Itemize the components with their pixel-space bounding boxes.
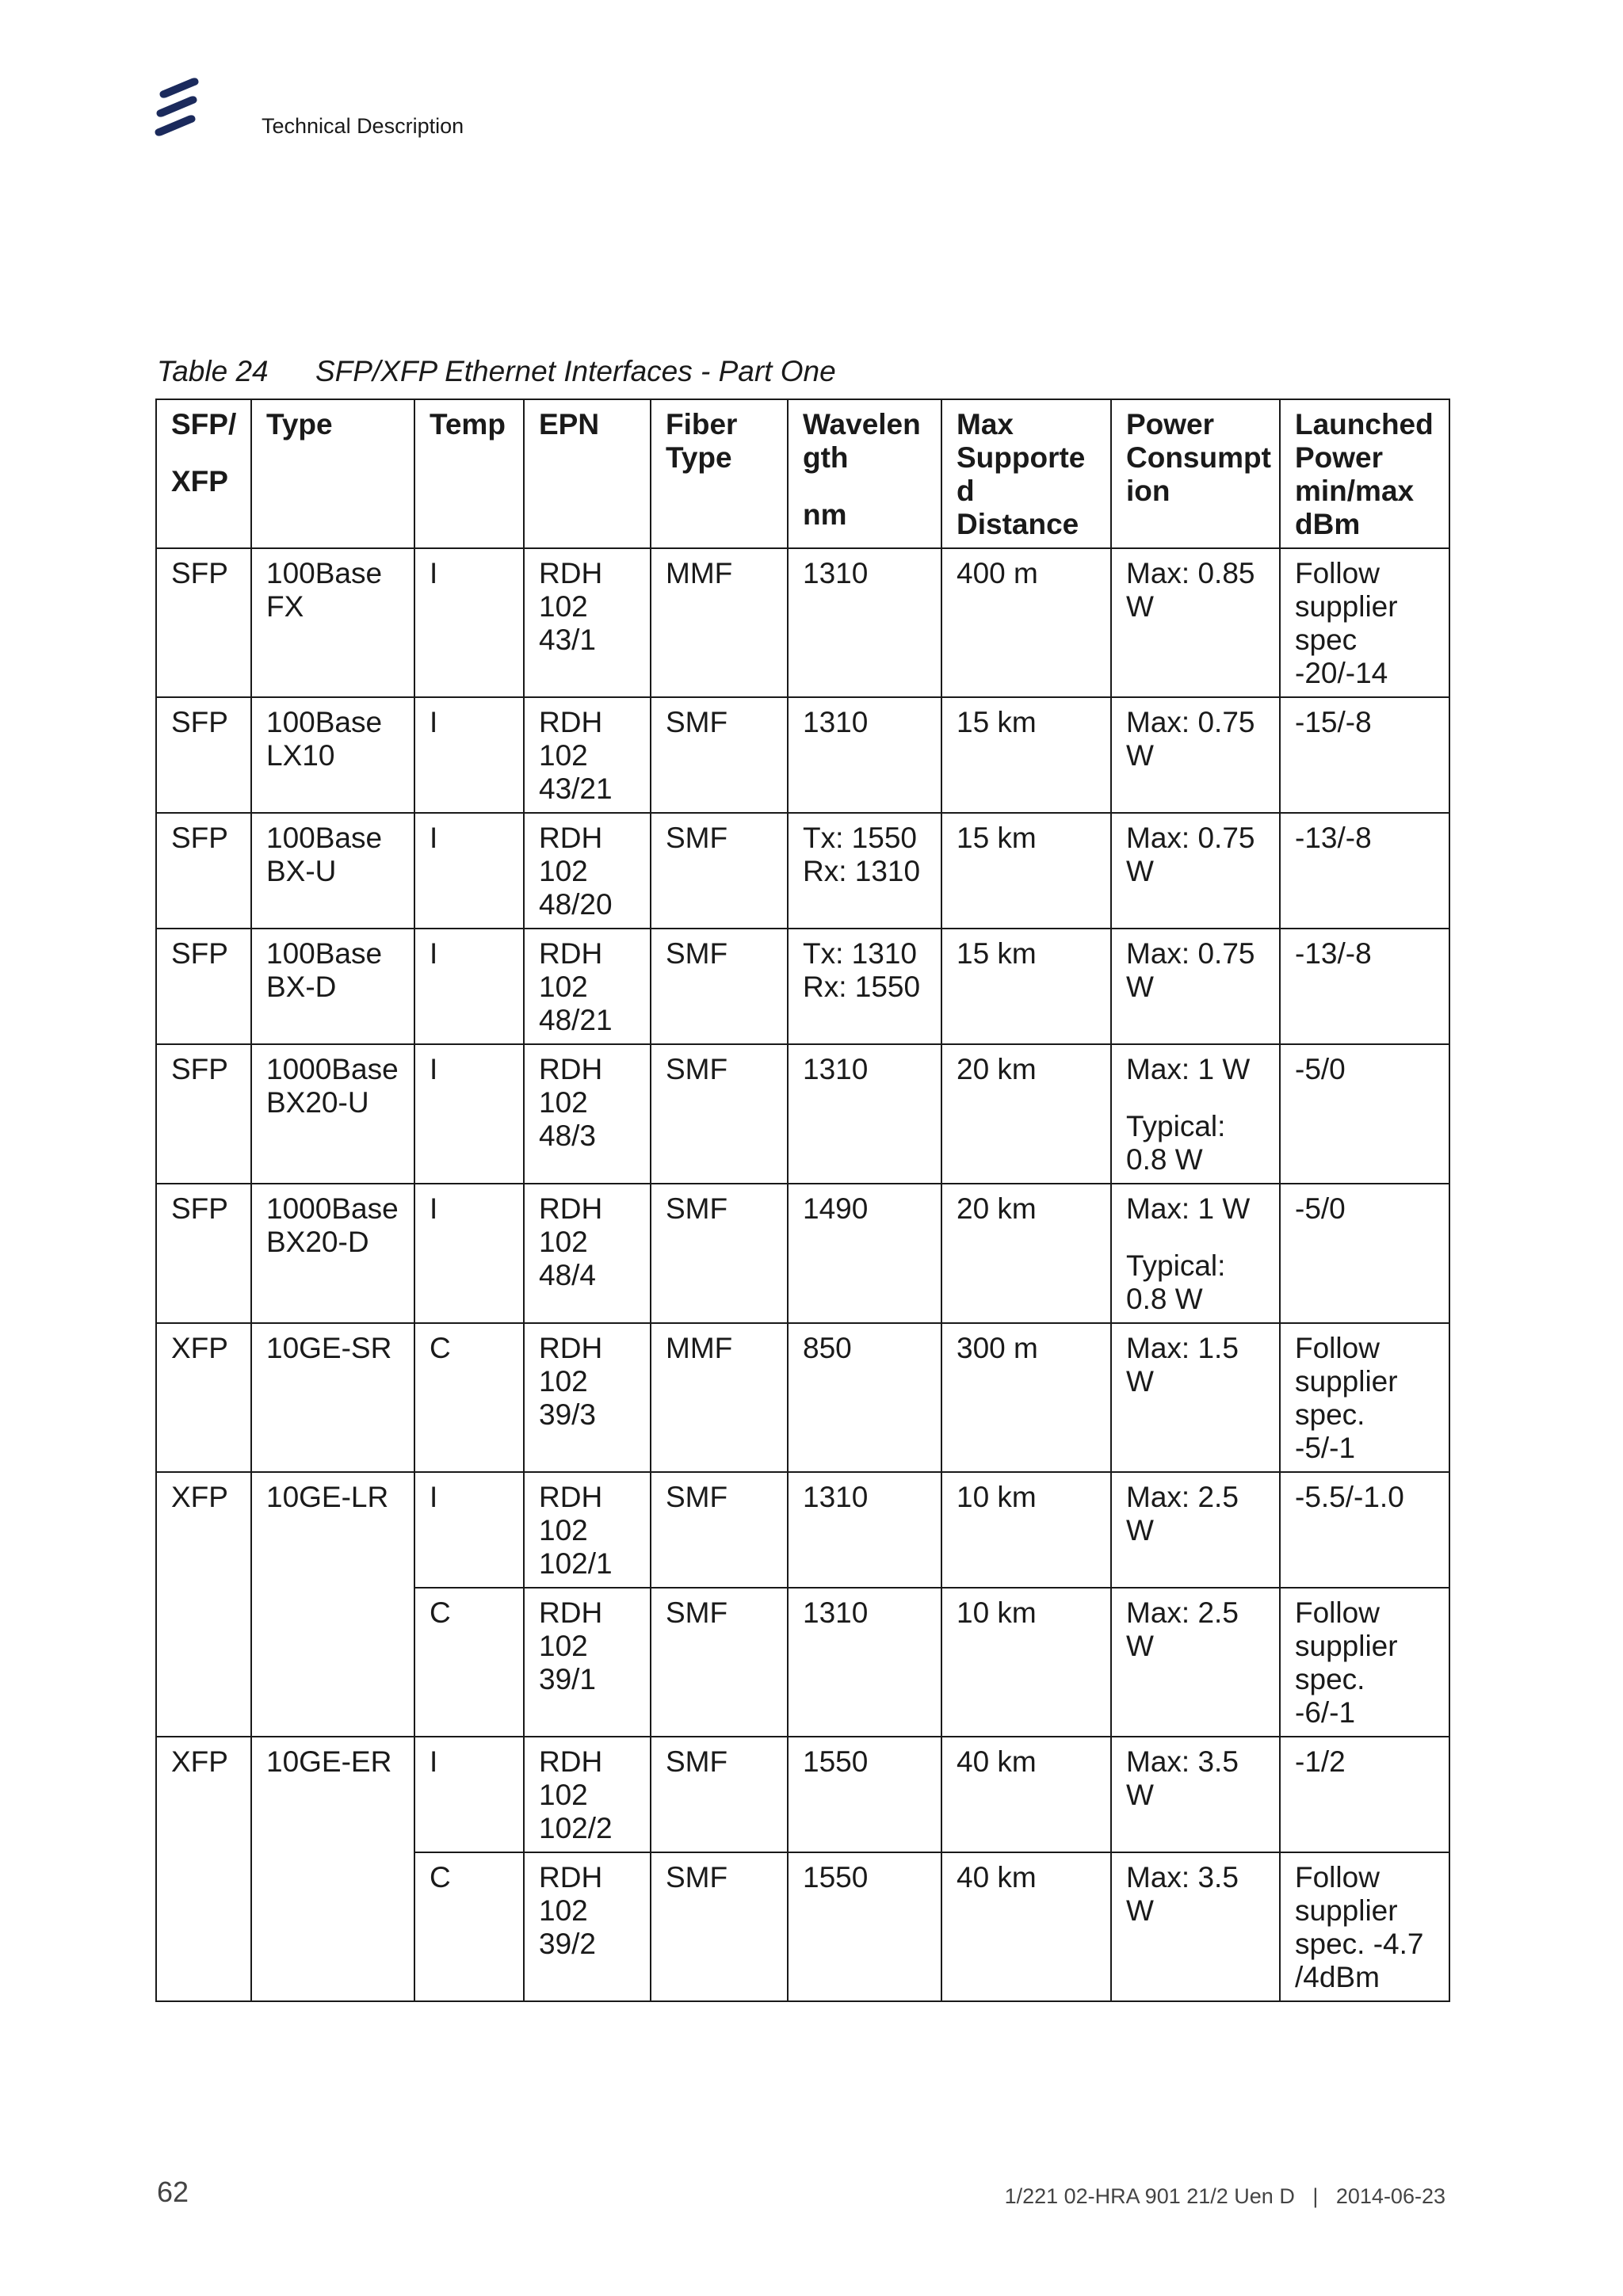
cell-line: nm — [803, 498, 847, 531]
table-cell — [941, 697, 1111, 813]
table-cell — [788, 1737, 941, 1852]
table-cell — [1111, 1737, 1280, 1852]
cell-line: Max: 1 W — [1126, 1192, 1251, 1225]
cell-line: Typical: 0.8 W — [1126, 1110, 1226, 1176]
table-header — [156, 399, 1449, 548]
table-cell — [651, 1323, 788, 1472]
cell-line: 10GE-LR — [266, 1481, 389, 1513]
cell-line: Rx: 1550 — [803, 971, 921, 1003]
table-cell — [156, 548, 251, 697]
table-cell — [1111, 813, 1280, 929]
cell-line: C — [430, 1861, 451, 1894]
cell-line: Max: 0.75 W — [1126, 706, 1255, 772]
cell-line: 15 km — [957, 822, 1037, 854]
cell-line: 48/21 — [539, 1004, 613, 1036]
cell-line: Follow supplier spec -20/-14 — [1295, 557, 1398, 689]
table-cell — [941, 929, 1111, 1044]
table-cell — [524, 1044, 651, 1184]
table-row — [156, 929, 1449, 1044]
cell-line: 100Base LX10 — [266, 706, 383, 772]
cell-line: Follow supplier spec. — [1295, 1596, 1398, 1695]
cell-line: 1000BaseBX20-U — [266, 1053, 399, 1119]
cell-line: 102/1 — [539, 1547, 613, 1580]
cell-line: Tx: 1310 — [803, 937, 917, 970]
table-cell — [1111, 697, 1280, 813]
table-cell — [788, 548, 941, 697]
cell-line: SMF — [666, 1481, 728, 1513]
table-cell — [524, 697, 651, 813]
cell-line: -1/2 — [1295, 1745, 1346, 1778]
cell-line: 1310 — [803, 1053, 869, 1085]
cell-line: RDH — [539, 557, 603, 589]
cell-line: Wavelength — [803, 408, 921, 474]
table-cell — [414, 813, 524, 929]
table-caption — [157, 355, 836, 388]
table-cell — [414, 1852, 524, 2001]
column-header — [251, 399, 414, 548]
cell-line: 10GE-SR — [266, 1332, 392, 1364]
cell-line: I — [430, 1192, 438, 1225]
cell-line: Max: 2.5 W — [1126, 1596, 1239, 1662]
table-cell — [788, 1472, 941, 1588]
cell-line: 40 km — [957, 1861, 1037, 1894]
cell-line: 48/20 — [539, 888, 613, 921]
cell-line: 102/2 — [539, 1812, 613, 1844]
table-header-row — [156, 399, 1449, 548]
cell-line: I — [430, 822, 438, 854]
table-cell — [156, 1472, 251, 1737]
cell-line: -5/0 — [1295, 1192, 1346, 1225]
cell-line: RDH — [539, 822, 603, 854]
cell-line: XFP — [171, 465, 228, 498]
table-cell — [414, 1472, 524, 1588]
cell-gap — [803, 475, 933, 498]
table-cell — [651, 1852, 788, 2001]
cell-line: RDH — [539, 1861, 603, 1894]
table-cell — [788, 697, 941, 813]
cell-line: SMF — [666, 937, 728, 970]
table-cell — [524, 1588, 651, 1737]
cell-line: -13/-8 — [1295, 937, 1372, 970]
table-row — [156, 548, 1449, 697]
cell-line: 100Base FX — [266, 557, 383, 623]
cell-line: 20 km — [957, 1053, 1037, 1085]
cell-gap — [171, 441, 242, 465]
cell-line: 102 — [539, 1086, 588, 1119]
cell-line: 39/1 — [539, 1663, 597, 1695]
table-cell — [251, 1184, 414, 1323]
table-cell — [414, 1737, 524, 1852]
cell-line: RDH — [539, 1053, 603, 1085]
table-cell — [651, 697, 788, 813]
table-cell — [1111, 1852, 1280, 2001]
cell-gap — [1126, 1086, 1271, 1110]
cell-line: 10GE-ER — [266, 1745, 392, 1778]
cell-line: SMF — [666, 1861, 728, 1894]
cell-line: -5/0 — [1295, 1053, 1346, 1085]
table-cell — [788, 929, 941, 1044]
table-cell — [788, 1044, 941, 1184]
cell-line: XFP — [171, 1481, 228, 1513]
footer-reference — [1005, 2184, 1445, 2209]
cell-line: SFP — [171, 706, 228, 738]
cell-line: 102 — [539, 1365, 588, 1398]
column-header — [414, 399, 524, 548]
cell-line: Power Consumption — [1126, 408, 1271, 507]
table-cell — [1280, 1323, 1449, 1472]
cell-line: I — [430, 1481, 438, 1513]
table-cell — [156, 1737, 251, 2001]
cell-line: 10 km — [957, 1481, 1037, 1513]
cell-line: 39/2 — [539, 1928, 597, 1960]
table-cell — [524, 1184, 651, 1323]
cell-line: Rx: 1310 — [803, 855, 921, 887]
cell-line: 102 — [539, 1894, 588, 1927]
table-cell — [788, 813, 941, 929]
cell-line: EPN — [539, 408, 600, 441]
table-cell — [1111, 1044, 1280, 1184]
table-cell — [1111, 1184, 1280, 1323]
table-cell — [156, 697, 251, 813]
table-cell — [941, 1323, 1111, 1472]
cell-line: RDH — [539, 1192, 603, 1225]
table-row — [156, 1472, 1449, 1588]
cell-line: C — [430, 1596, 451, 1629]
table-cell — [788, 1184, 941, 1323]
cell-line: MMF — [666, 557, 733, 589]
table-cell — [251, 1323, 414, 1472]
cell-line: 43/1 — [539, 624, 597, 656]
table-cell — [524, 1852, 651, 2001]
cell-line: Max: 0.85 W — [1126, 557, 1255, 623]
table-row — [156, 1737, 1449, 1852]
table-cell — [414, 1044, 524, 1184]
cell-line: 102 — [539, 590, 588, 623]
table-cell — [251, 1044, 414, 1184]
table-cell — [414, 1323, 524, 1472]
cell-line: Tx: 1550 — [803, 822, 917, 854]
cell-line: 100Base BX-D — [266, 937, 383, 1003]
table-cell — [156, 813, 251, 929]
column-header — [651, 399, 788, 548]
ericsson-logo-icon — [154, 74, 203, 138]
cell-line: 1310 — [803, 1481, 869, 1513]
cell-line: SFP — [171, 937, 228, 970]
cell-line: 1310 — [803, 706, 869, 738]
cell-line: I — [430, 937, 438, 970]
cell-line: Follow supplier spec. -4.7 /4dBm — [1295, 1861, 1424, 1993]
table-cell — [651, 1472, 788, 1588]
cell-line: SMF — [666, 822, 728, 854]
table-cell — [414, 548, 524, 697]
cell-line: I — [430, 557, 438, 589]
cell-gap — [1126, 1226, 1271, 1249]
table-cell — [941, 548, 1111, 697]
table-cell — [414, 1184, 524, 1323]
table-cell — [251, 697, 414, 813]
cell-line: 1550 — [803, 1745, 869, 1778]
cell-line: 43/21 — [539, 772, 613, 805]
table-cell — [941, 1184, 1111, 1323]
cell-line: 102 — [539, 1630, 588, 1662]
table-cell — [251, 1737, 414, 2001]
column-header — [1280, 399, 1449, 548]
cell-line: Max: 0.75 W — [1126, 937, 1255, 1003]
table-cell — [1280, 813, 1449, 929]
table-cell — [414, 1588, 524, 1737]
cell-line: RDH — [539, 1332, 603, 1364]
cell-line: 1000BaseBX20-D — [266, 1192, 399, 1258]
cell-line: 39/3 — [539, 1398, 597, 1431]
cell-line: 100Base BX-U — [266, 822, 383, 887]
table-row — [156, 1184, 1449, 1323]
table-cell — [156, 1323, 251, 1472]
column-header — [941, 399, 1111, 548]
cell-line: SMF — [666, 1596, 728, 1629]
table-cell — [1111, 548, 1280, 697]
cell-line: Typical: 0.8 W — [1126, 1249, 1226, 1315]
table-cell — [1111, 1472, 1280, 1588]
table-cell — [651, 1737, 788, 1852]
cell-line: I — [430, 1053, 438, 1085]
table-cell — [788, 1588, 941, 1737]
table-caption-title: SFP/XFP Ethernet Interfaces - Part One — [315, 355, 836, 387]
table-cell — [1280, 1472, 1449, 1588]
table-row — [156, 1044, 1449, 1184]
table-cell — [524, 813, 651, 929]
cell-line: 10 km — [957, 1596, 1037, 1629]
cell-line: SMF — [666, 1053, 728, 1085]
cell-line: Max: 3.5 W — [1126, 1745, 1239, 1811]
cell-line: Launched Power min/max dBm — [1295, 408, 1434, 540]
column-header — [156, 399, 251, 548]
cell-line: 1310 — [803, 557, 869, 589]
table-cell — [941, 1737, 1111, 1852]
table-cell — [651, 929, 788, 1044]
cell-line: 102 — [539, 1226, 588, 1258]
sfp-xfp-interfaces-table — [155, 399, 1450, 2002]
cell-line: MMF — [666, 1332, 733, 1364]
table-cell — [1280, 1588, 1449, 1737]
cell-line: SFP — [171, 557, 228, 589]
cell-line: 48/3 — [539, 1119, 597, 1152]
table-cell — [156, 1044, 251, 1184]
cell-line: C — [430, 1332, 451, 1364]
table-body — [156, 548, 1449, 2001]
table-cell — [251, 1472, 414, 1737]
table-cell — [1111, 1588, 1280, 1737]
cell-line: Max: 1.5 W — [1126, 1332, 1239, 1398]
table-cell — [788, 1852, 941, 2001]
cell-line: Temp — [430, 408, 506, 441]
table-cell — [414, 929, 524, 1044]
cell-line: 15 km — [957, 937, 1037, 970]
table-cell — [1280, 1737, 1449, 1852]
table-cell — [524, 929, 651, 1044]
cell-line: RDH — [539, 1481, 603, 1513]
cell-line: Fiber Type — [666, 408, 738, 474]
cell-line: -5/-1 — [1295, 1432, 1356, 1464]
table-cell — [1280, 1044, 1449, 1184]
cell-line: Max: 1 W — [1126, 1053, 1251, 1085]
cell-line: 1310 — [803, 1596, 869, 1629]
table-cell — [651, 813, 788, 929]
cell-line: Max Supported Distance — [957, 408, 1086, 540]
table-cell — [941, 1044, 1111, 1184]
cell-line: 300 m — [957, 1332, 1038, 1364]
table-cell — [941, 1852, 1111, 2001]
table-row — [156, 697, 1449, 813]
page-number: 62 — [157, 2176, 189, 2208]
cell-line: 102 — [539, 855, 588, 887]
table-cell — [414, 697, 524, 813]
cell-line: Follow supplier spec. — [1295, 1332, 1398, 1431]
table-cell — [941, 1588, 1111, 1737]
cell-line: Max: 0.75 W — [1126, 822, 1255, 887]
table-cell — [651, 1588, 788, 1737]
column-header — [1111, 399, 1280, 548]
table-cell — [524, 1323, 651, 1472]
table-cell — [941, 813, 1111, 929]
cell-line: SFP/ — [171, 408, 237, 441]
table-cell — [651, 1044, 788, 1184]
table-cell — [1111, 1323, 1280, 1472]
table-cell — [1280, 697, 1449, 813]
table-cell — [524, 548, 651, 697]
cell-line: SMF — [666, 1192, 728, 1225]
table-cell — [651, 548, 788, 697]
table-cell — [524, 1472, 651, 1588]
document-title: Technical Description — [262, 114, 464, 138]
cell-line: 102 — [539, 1514, 588, 1547]
table-cell — [156, 1184, 251, 1323]
cell-line: -13/-8 — [1295, 822, 1372, 854]
cell-line: -15/-8 — [1295, 706, 1372, 738]
cell-line: RDH — [539, 706, 603, 738]
cell-line: RDH — [539, 1745, 603, 1778]
cell-line: 40 km — [957, 1745, 1037, 1778]
table-cell — [524, 1737, 651, 1852]
cell-line: 1490 — [803, 1192, 869, 1225]
cell-line: 48/4 — [539, 1259, 597, 1291]
table-cell — [1280, 1852, 1449, 2001]
table-cell — [788, 1323, 941, 1472]
column-header — [788, 399, 941, 548]
table-row — [156, 1323, 1449, 1472]
table-cell — [251, 929, 414, 1044]
cell-line: 400 m — [957, 557, 1038, 589]
table-caption-number: Table 24 — [157, 355, 269, 387]
column-header — [524, 399, 651, 548]
cell-line: 102 — [539, 1779, 588, 1811]
cell-line: Max: 2.5 W — [1126, 1481, 1239, 1547]
footer-date: 2014-06-23 — [1335, 2184, 1445, 2208]
cell-line: -5.5/-1.0 — [1295, 1481, 1404, 1513]
cell-line: SFP — [171, 1192, 228, 1225]
cell-line: XFP — [171, 1745, 228, 1778]
cell-line: 15 km — [957, 706, 1037, 738]
cell-line: RDH — [539, 1596, 603, 1629]
cell-line: I — [430, 706, 438, 738]
cell-line: -6/-1 — [1295, 1696, 1356, 1729]
cell-line: Type — [266, 408, 333, 441]
table-cell — [941, 1472, 1111, 1588]
table-cell — [251, 813, 414, 929]
cell-line: XFP — [171, 1332, 228, 1364]
cell-line: SFP — [171, 822, 228, 854]
footer-separator: | — [1312, 2184, 1319, 2208]
cell-line: SMF — [666, 1745, 728, 1778]
cell-line: 102 — [539, 739, 588, 772]
cell-line: 102 — [539, 971, 588, 1003]
cell-line: SMF — [666, 706, 728, 738]
cell-line: 1550 — [803, 1861, 869, 1894]
cell-line: 850 — [803, 1332, 852, 1364]
table-row — [156, 813, 1449, 929]
footer-doc-number: 1/221 02-HRA 901 21/2 Uen D — [1004, 2184, 1295, 2208]
cell-line: RDH — [539, 937, 603, 970]
table-cell — [651, 1184, 788, 1323]
table-cell — [156, 929, 251, 1044]
cell-line: I — [430, 1745, 438, 1778]
table-cell — [1280, 548, 1449, 697]
table-cell — [1111, 929, 1280, 1044]
table-cell — [251, 548, 414, 697]
cell-line: SFP — [171, 1053, 228, 1085]
table-cell — [1280, 1184, 1449, 1323]
cell-line: Max: 3.5 W — [1126, 1861, 1239, 1927]
cell-line: 20 km — [957, 1192, 1037, 1225]
table-cell — [1280, 929, 1449, 1044]
